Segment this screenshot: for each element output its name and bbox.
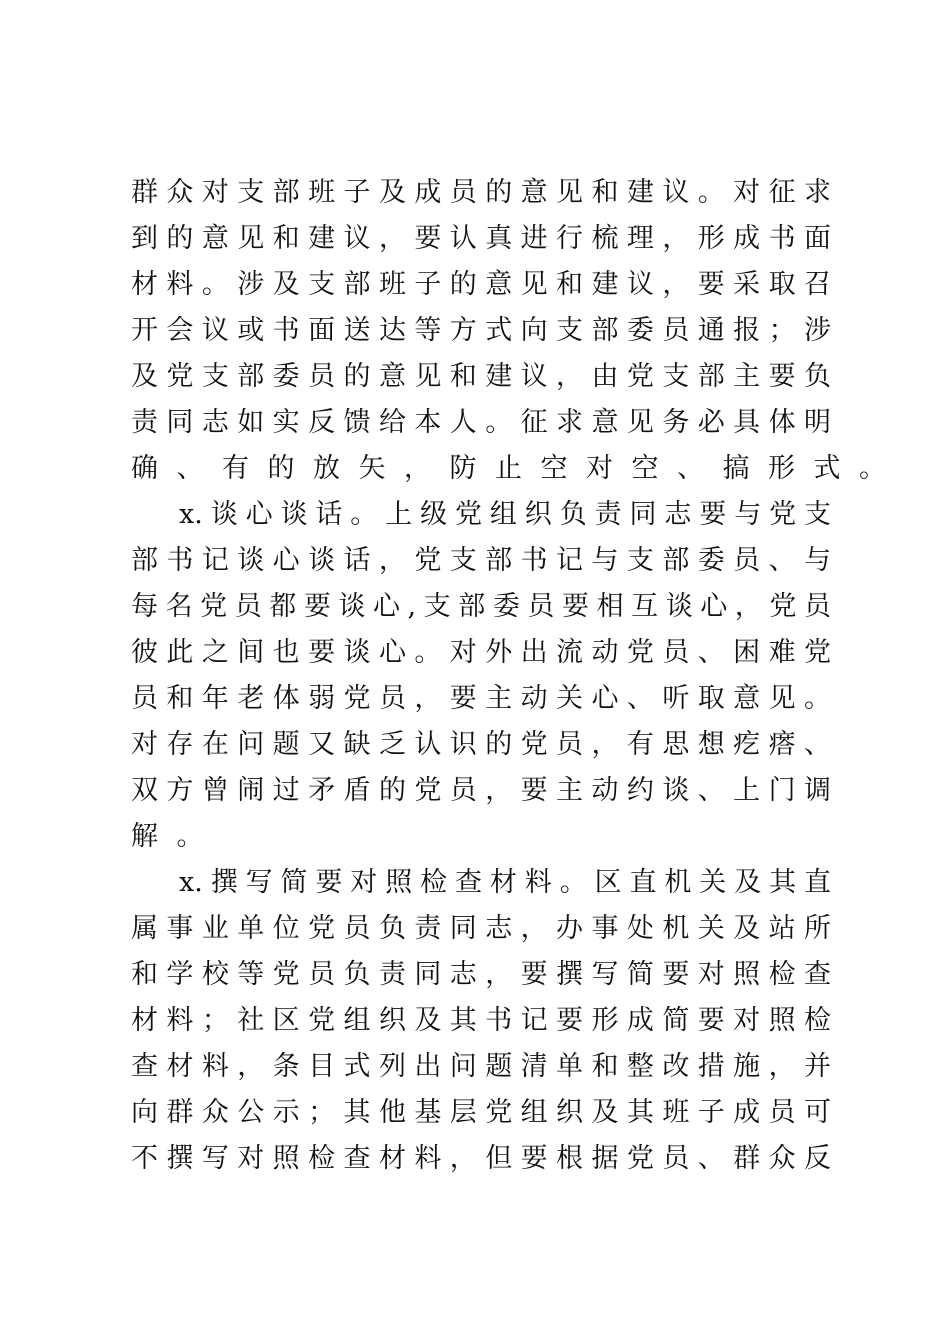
text-line: 查材料，条目式列出问题清单和整改措施，并 xyxy=(131,1051,831,1082)
text-line: x.谈心谈话。上级党组织负责同志要与党支 xyxy=(179,499,831,530)
text-line: 解。 xyxy=(131,821,222,852)
text-line: 属事业单位党员负责同志，办事处机关及站所 xyxy=(131,913,831,944)
text-line: 材料；社区党组织及其书记要形成简要对照检 xyxy=(131,1005,831,1036)
text-line: 每名党员都要谈心,支部委员要相互谈心，党员 xyxy=(131,591,831,622)
text-line: 到的意见和建议，要认真进行梳理，形成书面 xyxy=(131,223,831,254)
text-line: 部书记谈心谈话，党支部书记与支部委员、与 xyxy=(131,545,831,576)
text-line: 开会议或书面送达等方式向支部委员通报；涉 xyxy=(131,315,831,346)
paragraph-3 xyxy=(131,860,831,1182)
text-line: 双方曾闹过矛盾的党员，要主动约谈、上门调 xyxy=(131,775,831,806)
text-line: 员和年老体弱党员，要主动关心、听取意见。 xyxy=(131,683,831,714)
text-line: 群众对支部班子及成员的意见和建议。对征求 xyxy=(131,177,831,208)
text-line: 及党支部委员的意见和建议，由党支部主要负 xyxy=(131,361,831,392)
text-line: 对存在问题又缺乏认识的党员，有思想疙瘩、 xyxy=(131,729,831,760)
text-line: 向群众公示；其他基层党组织及其班子成员可 xyxy=(131,1097,831,1128)
text-line: 材料。涉及支部班子的意见和建议，要采取召 xyxy=(131,269,831,300)
text-line: 确、有的放矢，防止空对空、搞形式。 xyxy=(131,453,905,484)
text-line: 彼此之间也要谈心。对外出流动党员、困难党 xyxy=(131,637,831,668)
text-line: 和学校等党员负责同志，要撰写简要对照检查 xyxy=(131,959,831,990)
text-line: 不撰写对照检查材料，但要根据党员、群众反 xyxy=(131,1143,831,1174)
body-text xyxy=(131,170,905,1182)
text-line: 责同志如实反馈给本人。征求意见务必具体明 xyxy=(131,407,831,438)
text-line: x.撰写简要对照检查材料。区直机关及其直 xyxy=(179,867,831,898)
paragraph-1 xyxy=(131,170,905,492)
paragraph-2 xyxy=(131,492,831,860)
